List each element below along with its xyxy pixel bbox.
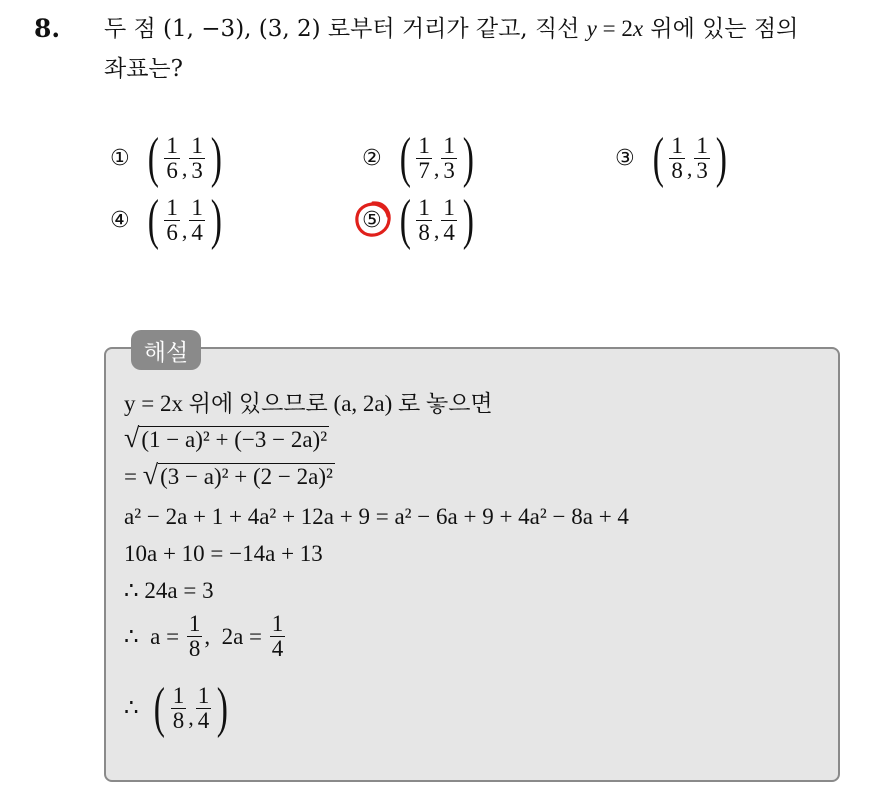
solution-tag: 해설 [131, 330, 201, 370]
solution-line-2: √(1 − a)² + (−3 − 2a)² [124, 423, 328, 454]
choice-label: ② [362, 145, 382, 171]
choice-5[interactable]: ⑤ ( $\frac{1}{8}$ , $\frac{1}{4}$ ) [362, 192, 478, 248]
choice-1[interactable]: ① ( $\frac{1}{6}$ , $\frac{1}{3}$ ) [110, 127, 222, 189]
choice-label: ④ [110, 207, 130, 233]
choice-label: ③ [615, 145, 635, 171]
question-number: 8. [34, 14, 61, 43]
solution-line-3: = √(3 − a)² + (2 − 2a)² [124, 460, 333, 491]
choice-label: ① [110, 145, 130, 171]
choice-3[interactable]: ③ ( $\frac{1}{8}$ , $\frac{1}{3}$ ) [615, 127, 727, 189]
solution-line-1: y = 2x 위에 있으므로 (a, 2a) 로 놓으면 [124, 391, 493, 416]
question-text-line1: 두 점 (1, −3), (3, 2) 로부터 거리가 같고, 직선 y = 2x 위에 있는 점의 [104, 16, 799, 42]
question-text-line2: 좌표는? [104, 56, 183, 82]
choice-2[interactable]: ② ( $\frac{1}{7}$ , $\frac{1}{3}$ ) [362, 127, 474, 189]
solution-line-7: ∴ a = $\frac{1}{8}$ , 2a = $\frac{1}{4}$ [124, 611, 284, 661]
answer-circle-mark [353, 199, 393, 239]
choice-label: ⑤ [362, 208, 382, 233]
solution-line-8: ∴ ( $\frac{1}{8}$ , $\frac{1}{4}$ ) [124, 677, 229, 739]
solution-line-5: 10a + 10 = −14a + 13 [124, 541, 323, 566]
solution-line-6: ∴ 24a = 3 [124, 578, 214, 603]
solution-line-4: a² − 2a + 1 + 4a² + 12a + 9 = a² − 6a + 9 + 4a² − 8a + 4 [124, 504, 629, 529]
choice-4[interactable]: ④ ( $\frac{1}{6}$ , $\frac{1}{4}$ ) [110, 189, 222, 251]
